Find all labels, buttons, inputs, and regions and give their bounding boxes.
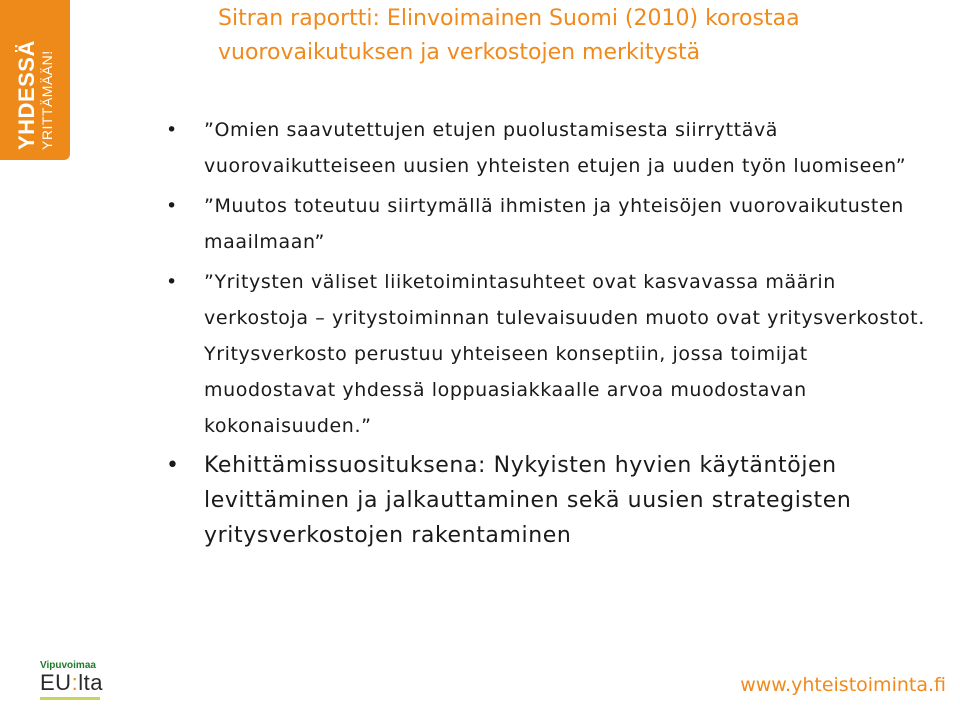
bullet-text: ”Omien saavutettujen etujen puolustamisesta siirryttävä vuorovaikutteiseen uusien yhteisten etujen ja uuden työn luomiseen” <box>204 119 907 177</box>
bullet-marker: • <box>166 119 178 141</box>
slide-title: Sitran raportti: Elinvoimainen Suomi (2010) korostaa vuorovaikutuksen ja verkostojen merkitystä <box>218 6 800 65</box>
bullet-item <box>166 188 936 260</box>
eu-logo <box>40 660 120 714</box>
logo-main-a: EU <box>40 670 72 695</box>
logo-main-text <box>40 671 120 695</box>
logo-main-c: lta <box>78 670 103 695</box>
bullet-text: Kehittämissuosituksena: Nykyisten hyvien käytäntöjen levittäminen ja jalkauttaminen sekä uusien strategisten yritysverkostojen rakentaminen <box>204 453 852 548</box>
bullet-item <box>166 264 936 444</box>
side-tab-text <box>0 0 70 160</box>
bullet-marker: • <box>166 271 178 293</box>
logo-top-text: Vipuvoimaa <box>40 660 96 671</box>
bullet-list <box>166 112 936 553</box>
bullet-text: ”Muutos toteutuu siirtymällä ihmisten ja yhteisöjen vuorovaikutusten maailmaan” <box>204 195 904 253</box>
logo-bar <box>40 697 100 700</box>
logo-main-b: : <box>71 670 79 695</box>
side-tab-line1: YHDESSÄ <box>14 40 39 150</box>
bullet-text: ”Yritysten väliset liiketoimintasuhteet ovat kasvavassa määrin verkostoja – yritystoiminnan tulevaisuuden muoto ovat yritysverkostot. Yritysverkosto perustuu yhteiseen konseptiin, jossa toimijat muodostavat yhdessä loppuasiakkaalle arvoa muodostavan kokonaisuuden.” <box>204 271 925 437</box>
bullet-item <box>166 112 936 184</box>
side-tab-logo <box>0 0 70 160</box>
bullet-marker: • <box>166 453 180 478</box>
bullet-item <box>166 448 936 553</box>
footer-url[interactable]: www.yhteistoiminta.fi <box>740 674 946 696</box>
side-tab-line2: YRITTÄMÄÄN! <box>39 50 55 150</box>
bullet-marker: • <box>166 195 178 217</box>
